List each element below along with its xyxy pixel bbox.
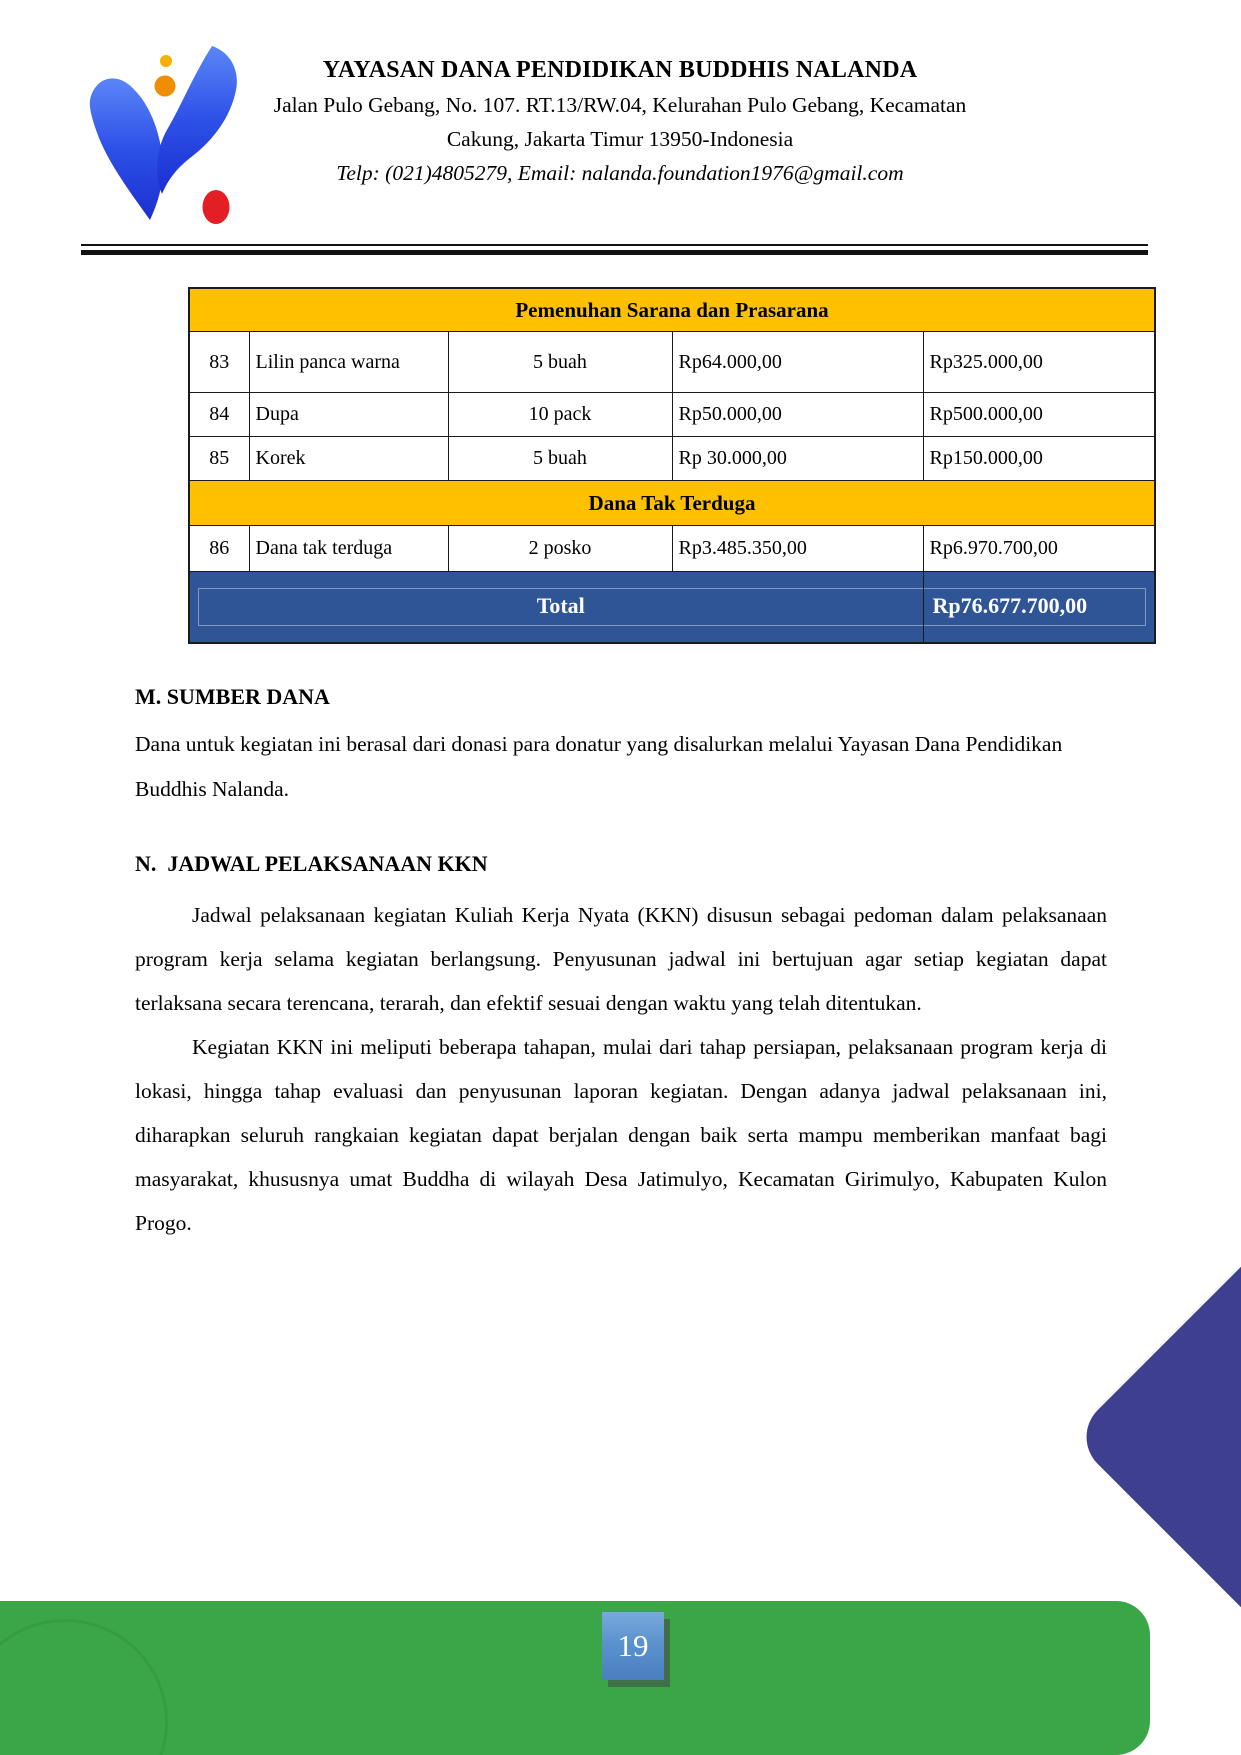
page-number: 19	[617, 1628, 649, 1663]
section-header-sarana: Pemenuhan Sarana dan Prasarana	[189, 288, 1155, 332]
heading-sumber-dana: M. SUMBER DANA	[135, 684, 330, 709]
cell-no: 86	[189, 526, 249, 572]
address-line-1: Jalan Pulo Gebang, No. 107. RT.13/RW.04, Kelurahan Pulo Gebang, Kecamatan	[273, 93, 967, 117]
cell-total: Rp6.970.700,00	[923, 526, 1155, 572]
table-row	[189, 437, 1155, 481]
page-number-badge	[602, 1612, 664, 1680]
cell-unit-price: Rp 30.000,00	[672, 437, 923, 481]
table-total-row	[189, 572, 1155, 644]
total-value-cell	[923, 572, 1155, 644]
cell-unit-price: Rp64.000,00	[672, 332, 923, 393]
header-rule-thick	[81, 250, 1148, 255]
table-row	[189, 332, 1155, 393]
contact-line: Telp: (021)4805279, Email: nalanda.foundation1976@gmail.com	[336, 161, 904, 185]
cell-qty: 5 buah	[448, 332, 672, 393]
paragraph-sumber-dana: Dana untuk kegiatan ini berasal dari donasi para donatur yang disalurkan melalui Yayasan Dana Pendidikan Buddhis Nalanda.	[135, 732, 1063, 801]
cell-qty: 5 buah	[448, 437, 672, 481]
cell-total: Rp500.000,00	[923, 393, 1155, 437]
cell-total: Rp150.000,00	[923, 437, 1155, 481]
cell-item: Lilin panca warna	[249, 332, 448, 393]
footer-green-band	[0, 1601, 1150, 1755]
jadwal-paragraphs	[135, 893, 1107, 1245]
total-value: Rp76.677.700,00	[924, 588, 1147, 626]
cell-item: Dupa	[249, 393, 448, 437]
letterhead	[40, 52, 1200, 190]
total-label: Total	[198, 588, 923, 626]
cell-qty: 10 pack	[448, 393, 672, 437]
total-label-cell	[189, 572, 923, 644]
cell-item: Korek	[249, 437, 448, 481]
table-section-row	[189, 481, 1155, 526]
section-header-tak-terduga: Dana Tak Terduga	[189, 481, 1155, 526]
cell-total: Rp325.000,00	[923, 332, 1155, 393]
org-name: YAYASAN DANA PENDIDIKAN BUDDHIS NALANDA	[322, 57, 918, 83]
table-section-row	[189, 288, 1155, 332]
cell-unit-price: Rp3.485.350,00	[672, 526, 923, 572]
cell-no: 83	[189, 332, 249, 393]
corner-diamond-shape	[1071, 1218, 1241, 1656]
cell-no: 84	[189, 393, 249, 437]
cell-qty: 2 posko	[448, 526, 672, 572]
cell-unit-price: Rp50.000,00	[672, 393, 923, 437]
paragraph-jadwal-2: Kegiatan KKN ini meliputi beberapa tahapan, mulai dari tahap persiapan, pelaksanaan program kerja di lokasi, hingga tahap evaluasi dan penyusunan laporan kegiatan. Dengan adanya jadwal pelaksanaan ini, diharapkan seluruh rangkaian kegiatan dapat berjalan dengan baik serta mampu memberikan manfaat bagi masyarakat, khususnya umat Buddha di wilayah Desa Jatimulyo, Kecamatan Girimulyo, Kabupaten Kulon Progo.	[135, 1035, 1107, 1235]
budget-table	[188, 287, 1156, 644]
table-row	[189, 526, 1155, 572]
logo-dot-red-icon	[203, 190, 230, 224]
footer-circle-decoration	[0, 1619, 168, 1755]
address-line-2: Cakung, Jakarta Timur 13950-Indonesia	[446, 127, 794, 151]
heading-jadwal-kkn: N. JADWAL PELAKSANAAN KKN	[135, 851, 488, 876]
paragraph-jadwal-1: Jadwal pelaksanaan kegiatan Kuliah Kerja Nyata (KKN) disusun sebagai pedoman dalam pelaksanaan program kerja selama kegiatan berlangsung. Penyusunan jadwal ini bertujuan agar setiap kegiatan dapat terlaksana secara terencana, terarah, dan efektif sesuai dengan waktu yang telah ditentukan.	[135, 903, 1107, 1015]
cell-no: 85	[189, 437, 249, 481]
table-row	[189, 393, 1155, 437]
header-rule-thin	[81, 244, 1148, 246]
cell-item: Dana tak terduga	[249, 526, 448, 572]
